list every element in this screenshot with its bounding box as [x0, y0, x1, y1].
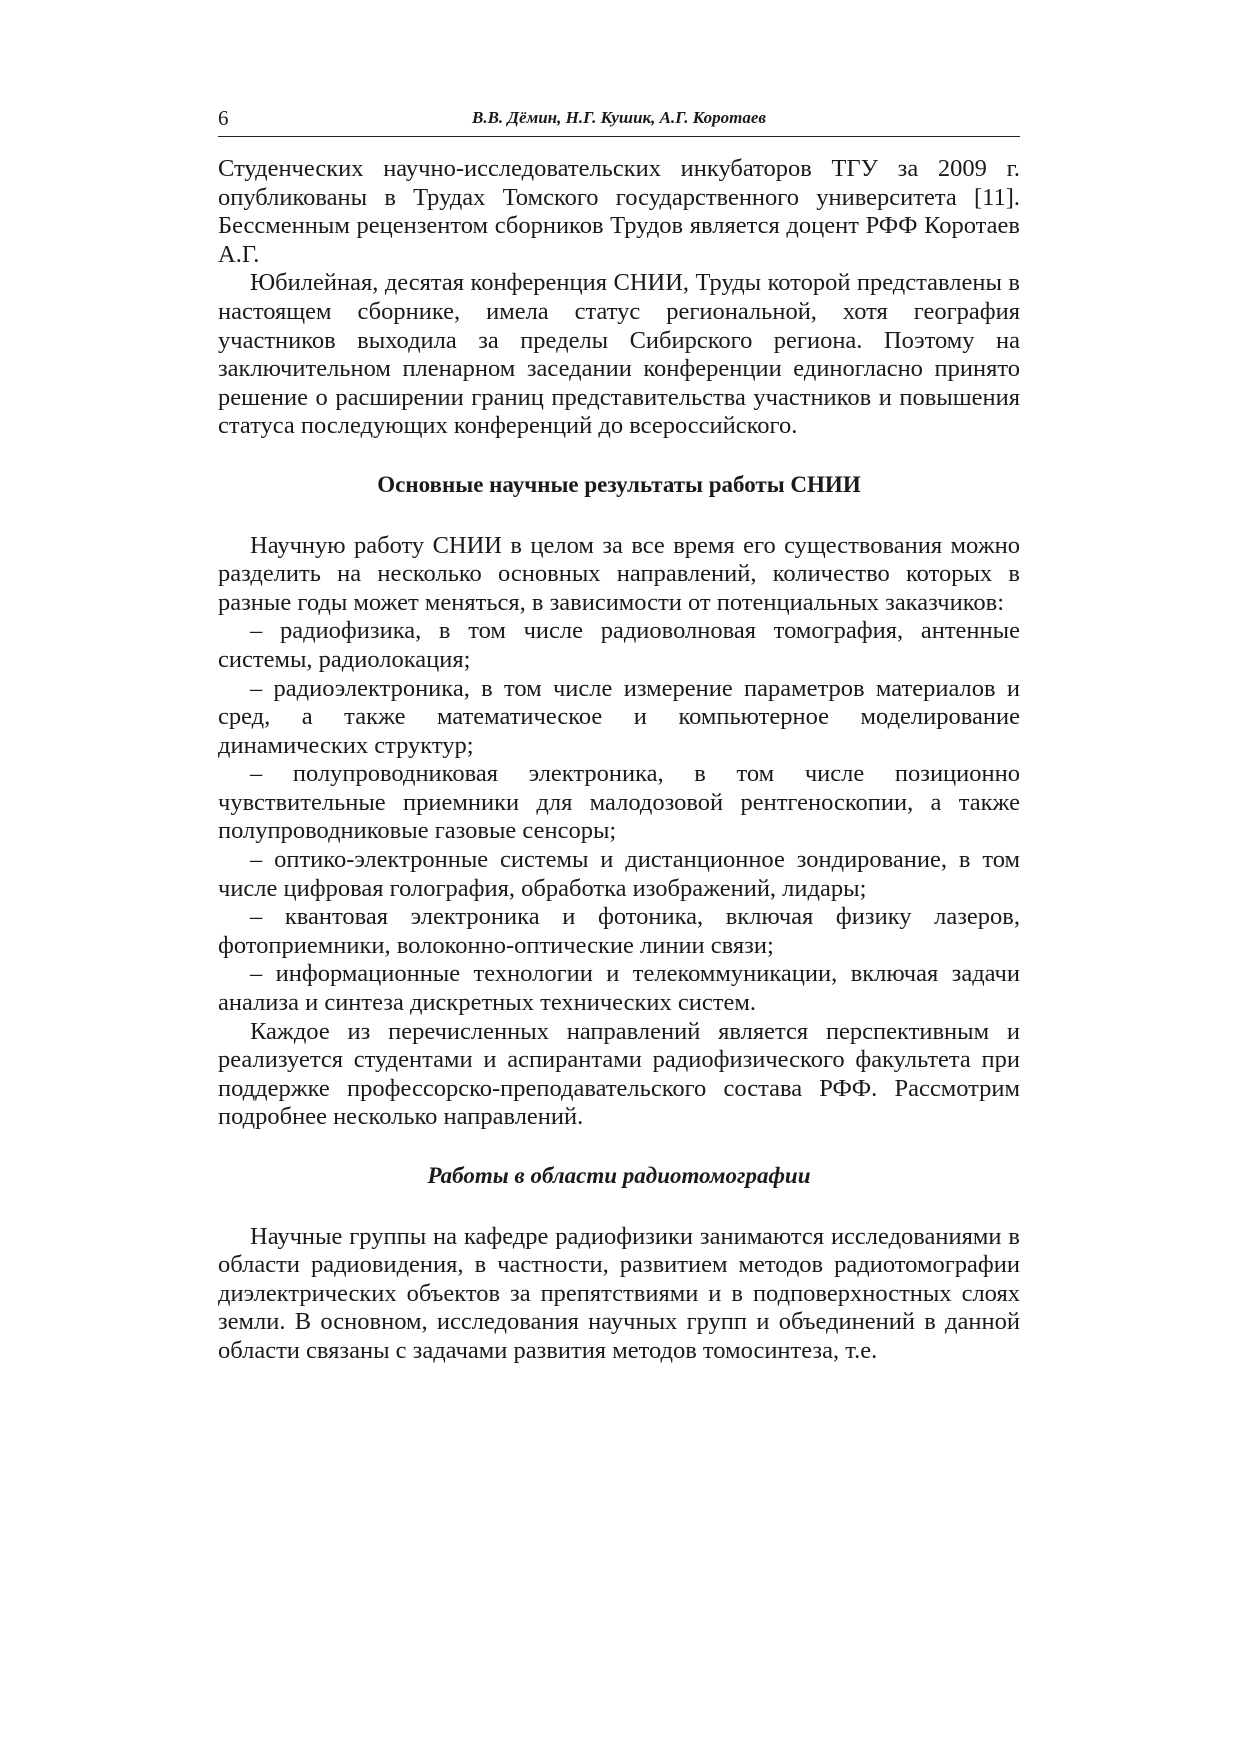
subsection-heading: Работы в области радиотомографии [427, 1163, 811, 1188]
running-header-authors: В.В. Дёмин, Н.Г. Кушик, А.Г. Коротаев [472, 108, 766, 127]
list-item: – радиофизика, в том числе радиоволновая томография, антенные системы, радиолокация; [218, 617, 1020, 673]
paragraph: Каждое из перечисленных направлений является перспективным и реализуется студентами и аспирантами радиофизического факультета при поддержке профессорско-преподавательского состава РФФ. Рассмотрим подробнее несколько направлений. [218, 1017, 1020, 1131]
list-item: – квантовая электроника и фотоника, включая физику лазеров, фотоприемники, волоконно-оптические линии связи; [218, 903, 1020, 959]
list-item: – полупроводниковая электроника, в том числе позиционно чувствительные приемники для малодозовой рентгеноскопии, а также полупроводниковые газовые сенсоры; [218, 760, 1020, 845]
paragraph: Научные группы на кафедре радиофизики занимаются исследованиями в области радиовидения, в частности, развитием методов радиотомографии диэлектрических объектов за препятствиями и в подповерхностных слоях земли. В основном, исследования научных групп и объединений в данной области связаны с задачами развития методов томосинтеза, т.е. [218, 1222, 1020, 1364]
list-item: – оптико-электронные системы и дистанционное зондирование, в том числе цифровая голография, обработка изображений, лидары; [218, 846, 1020, 902]
list-item: – радиоэлектроника, в том числе измерение параметров материалов и сред, а также математическое и компьютерное моделирование динамических структур; [218, 674, 1020, 759]
page [218, 100, 1020, 1366]
section-heading: Основные научные результаты работы СНИИ [377, 471, 861, 497]
body-text [218, 155, 1020, 1366]
page-number: 6 [218, 106, 229, 130]
paragraph-continuation: Студенческих научно-исследовательских инкубаторов ТГУ за 2009 г. опубликованы в Трудах Томского государственного университета [11]. Бессменным рецензентом сборников Трудов является доцент РФФ Коротаев А.Г. [218, 155, 1020, 268]
paragraph: Юбилейная, десятая конференция СНИИ, Труды которой представлены в настоящем сборнике, имела статус региональной, хотя география участников выходила за пределы Сибирского региона. Поэтому на заключительном пленарном заседании конференции единогласно принято решение о расширении границ представительства участников и повышения статуса последующих конференций до всероссийского. [218, 269, 1020, 440]
list-item: – информационные технологии и телекоммуникации, включая задачи анализа и синтеза дискретных технических систем. [218, 960, 1020, 1017]
paragraph: Научную работу СНИИ в целом за все время его существования можно разделить на несколько основных направлений, количество которых в разные годы может меняться, в зависимости от потенциальных заказчиков: [218, 531, 1020, 616]
running-header [218, 100, 1020, 137]
